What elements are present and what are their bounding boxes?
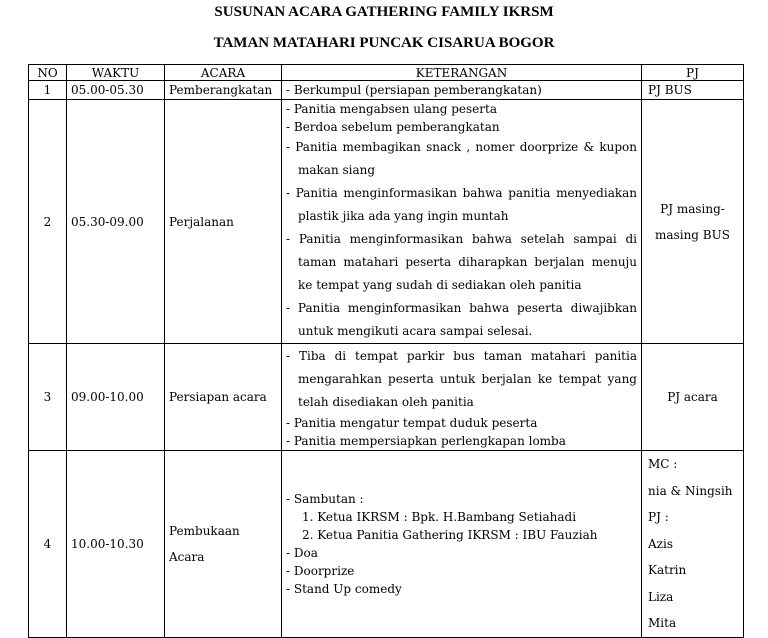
bullet-item: - Panitia mengabsen ulang peserta (286, 102, 497, 116)
cell-pj: PJ BUS (642, 81, 744, 100)
cell-no: 1 (29, 81, 67, 100)
bullet-item: - Doorprize (286, 563, 355, 578)
bullet-item: - Panitia menginformasikan bahwa peserta diwajibkan untuk mengikuti acara sampai selesai. (286, 301, 637, 338)
pj-line: Mita (648, 616, 677, 630)
cell-pj: PJ masing-masing BUS (642, 100, 744, 344)
cell-no: 3 (29, 344, 67, 451)
bullet-item: - Panitia menginformasikan bahwa panitia menyediakan plastik jika ada yang ingin muntah (286, 186, 637, 223)
bullet-item: - Panitia mempersiapkan perlengkapan lomba (286, 433, 566, 448)
bullet-item: - Berkumpul (persiapan pemberangkatan) (286, 83, 542, 97)
cell-keterangan (282, 451, 642, 638)
cell-waktu: 05.00-05.30 (67, 81, 165, 100)
bullet-item: - Sambutan : (286, 491, 364, 506)
table-row (29, 81, 744, 100)
table-row (29, 451, 744, 638)
bullet-item: - Panitia membagikan snack , nomer doorprize & kupon makan siang (286, 140, 637, 177)
header-acara: ACARA (165, 65, 282, 81)
cell-waktu: 10.00-10.30 (67, 451, 165, 638)
table-header-row (29, 65, 744, 81)
header-pj: PJ (642, 65, 744, 81)
bullet-item: - Tiba di tempat parkir bus taman matahari panitia mengarahkan peserta untuk berjalan ke tempat yang telah disediakan oleh panitia (286, 348, 637, 409)
cell-no: 4 (29, 451, 67, 638)
cell-no: 2 (29, 100, 67, 344)
bullet-item: - Berdoa sebelum pemberangkatan (286, 120, 500, 134)
cell-acara: Persiapan acara (165, 344, 282, 451)
header-waktu: WAKTU (67, 65, 165, 81)
cell-keterangan (282, 344, 642, 451)
cell-acara: Pemberangkatan (165, 81, 282, 100)
bullet-item: - Stand Up comedy (286, 581, 402, 596)
bullet-item: - Doa (286, 545, 318, 560)
table-row (29, 344, 744, 451)
header-keterangan: KETERANGAN (282, 65, 642, 81)
pj-line: nia & Ningsih (648, 483, 733, 498)
table-row (29, 100, 744, 344)
numbered-item: 1. Ketua IKRSM : Bpk. H.Bambang Setiahadi (302, 509, 577, 524)
agenda-table (28, 64, 744, 638)
bullet-item: - Panitia mengatur tempat duduk peserta (286, 415, 538, 430)
document-subtitle: TAMAN MATAHARI PUNCAK CISARUA BOGOR (213, 35, 555, 51)
numbered-item: 2. Ketua Panitia Gathering IKRSM : IBU Fauziah (302, 527, 598, 542)
cell-pj (642, 451, 744, 638)
pj-line: PJ : (648, 510, 669, 524)
bullet-item: - Panitia menginformasikan bahwa setelah sampai di taman matahari peserta diharapkan berjalan menuju ke tempat yang sudah di sediakan oleh panitia (286, 232, 637, 292)
cell-acara: Pembukaan Acara (165, 451, 282, 638)
header-no: NO (29, 65, 67, 81)
pj-line: MC : (648, 457, 678, 471)
pj-line: Liza (648, 589, 674, 604)
pj-line: Katrin (648, 563, 687, 577)
document-title: SUSUNAN ACARA GATHERING FAMILY IKRSM (214, 4, 554, 20)
cell-keterangan (282, 81, 642, 100)
pj-line: Azis (648, 536, 673, 551)
cell-acara: Perjalanan (165, 100, 282, 344)
cell-waktu: 09.00-10.00 (67, 344, 165, 451)
cell-pj: PJ acara (642, 344, 744, 451)
cell-keterangan (282, 100, 642, 344)
cell-waktu: 05.30-09.00 (67, 100, 165, 344)
